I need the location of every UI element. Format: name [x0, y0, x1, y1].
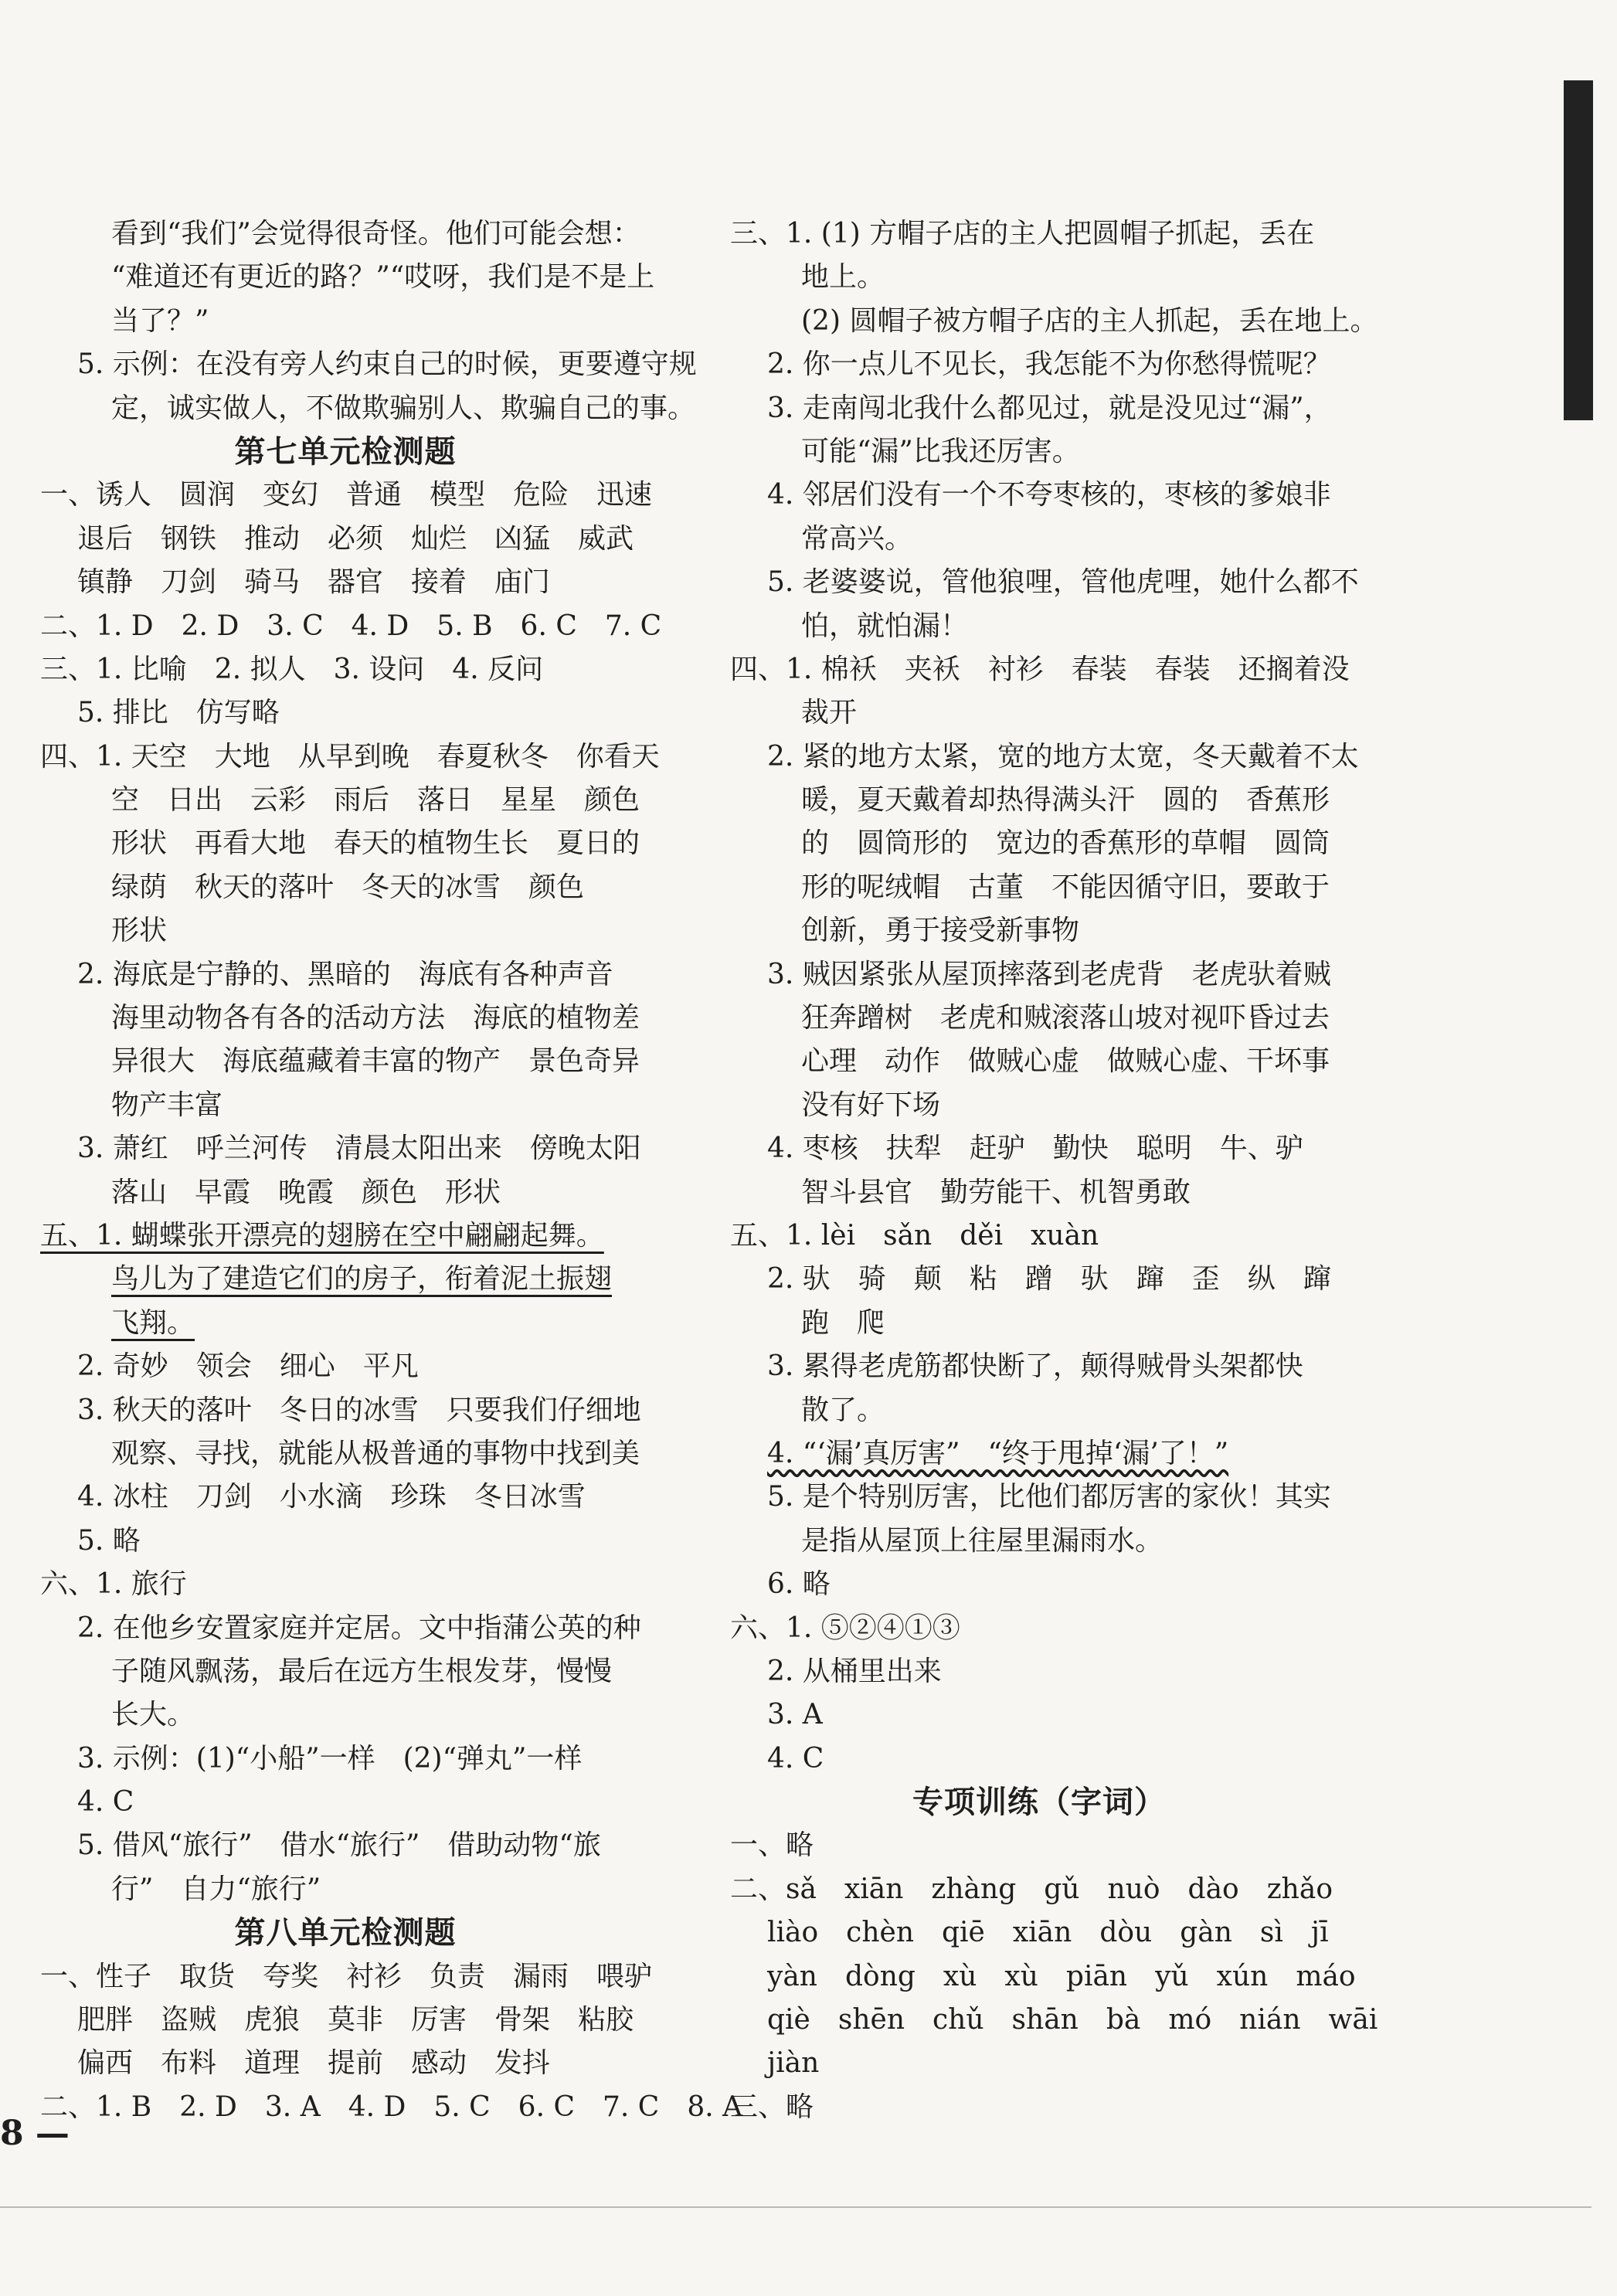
answer-line: 形状 再看大地 春天的植物生长 夏日的 [111, 827, 640, 860]
answer-line: 落山 早霞 晚霞 颜色 形状 [111, 1176, 501, 1208]
underlined-text: 五、1. 蝴蝶张开漂亮的翅膀在空中翩翩起舞。 [40, 1219, 604, 1252]
underlined-text: 4. “‘漏’真厉害” “终于甩掉‘漏’了！” [767, 1437, 1229, 1469]
page-number: 8 — [0, 2114, 70, 2153]
answer-line: 2. 紧的地方太紧，宽的地方太宽，冬天戴着不太 [767, 740, 1359, 773]
answer-line: 怕，就怕漏！ [801, 610, 969, 642]
answer-line: 的 圆筒形的 宽边的香蕉形的草帽 圆筒 [801, 827, 1330, 860]
answer-line: 三、1. 比喻 2. 拟人 3. 设问 4. 反问 [40, 653, 544, 685]
answer-line [40, 1258, 651, 1301]
answer-line: 六、1. ⑤②④①③ [730, 1612, 960, 1644]
answer-line: 偏西 布料 道理 提前 感动 发抖 [77, 2047, 551, 2080]
answer-line: 5. 略 [77, 1524, 141, 1557]
answer-line: 4. 邻居们没有一个不夸枣核的，枣核的爹娘非 [767, 479, 1331, 511]
answer-line: 6. 略 [767, 1568, 831, 1601]
answer-line: 二、1. B 2. D 3. A 4. D 5. C 6. C 7. C 8. A [40, 2091, 743, 2123]
answer-line: 镇静 刀剑 骑马 器官 接着 庙门 [77, 566, 551, 599]
answer-line: 4. C [77, 1786, 134, 1819]
answer-line: 2. 在他乡安置家庭并定居。文中指蒲公英的种 [77, 1612, 641, 1644]
answer-line: 定，诚实做人，不做欺骗别人、欺骗自己的事。 [111, 392, 696, 424]
answer-line: 四、1. 天空 大地 从早到晚 春夏秋冬 你看天 [40, 740, 660, 773]
answer-line: “难道还有更近的路？”“哎呀，我们是不是上 [111, 261, 655, 294]
answer-line: 3. 累得老虎筋都快断了，颠得贼骨头架都快 [767, 1350, 1303, 1383]
answer-line: 没有好下场 [801, 1089, 941, 1121]
answer-line: 4. C [767, 1742, 824, 1775]
answer-line: 3. 贼因紧张从屋顶摔落到老虎背 老虎驮着贼 [767, 958, 1331, 990]
answer-line: 3. A [767, 1699, 823, 1731]
answer-line: 二、1. D 2. D 3. C 4. D 5. B 6. C 7. C [40, 610, 662, 642]
answer-line: 看到“我们”会觉得很奇怪。他们可能会想： [111, 218, 640, 250]
scan-edge-shadow [1564, 80, 1593, 420]
answer-line: (2) 圆帽子被方帽子店的主人抓起，丢在地上。 [801, 304, 1378, 337]
answer-line: 是指从屋顶上往屋里漏雨水。 [801, 1524, 1163, 1557]
answer-line: 4. 冰柱 刀剑 小水滴 珍珠 冬日冰雪 [77, 1481, 586, 1513]
answer-line: 子随风飘荡，最后在远方生根发芽，慢慢 [111, 1655, 613, 1687]
answer-line: 观察、寻找，就能从极普通的事物中找到美 [111, 1437, 640, 1469]
answer-line: 常高兴。 [801, 522, 913, 555]
answer-line: 2. 你一点儿不见长，我怎能不为你愁得慌呢？ [767, 348, 1331, 381]
answer-line: 2. 从桶里出来 [767, 1655, 942, 1687]
answer-line: 海里动物各有各的活动方法 海底的植物差 [111, 1002, 640, 1034]
answer-line: 裁开 [801, 697, 858, 729]
answer-line [730, 1432, 1348, 1476]
answer-line: 跑 爬 [801, 1306, 885, 1339]
answer-line: yàn dòng xù xù piān yǔ xún máo [767, 1960, 1356, 1992]
answer-line: 5. 排比 仿写略 [77, 697, 280, 729]
section-title: 专项训练（字词） [912, 1784, 1166, 1821]
answer-line [40, 1302, 651, 1345]
answer-line: 3. 示例：(1)“小船”一样 (2)“弹丸”一样 [77, 1742, 583, 1775]
answer-line: 地上。 [801, 261, 885, 294]
answer-line: 退后 钢铁 推动 必须 灿烂 凶猛 威武 [77, 522, 634, 555]
answer-line: 肥胖 盗贼 虎狼 莫非 厉害 骨架 粘胶 [77, 2004, 634, 2036]
answer-line: 4. 枣核 扶犁 赶驴 勤快 聪明 牛、驴 [767, 1133, 1303, 1165]
section-title: 第七单元检测题 [234, 433, 457, 470]
answer-line: 狂奔蹭树 老虎和贼滚落山坡对视吓昏过去 [801, 1002, 1330, 1034]
right-column [730, 212, 1378, 2129]
answer-line: 异很大 海底蕴藏着丰富的物产 景色奇异 [111, 1045, 640, 1078]
answer-line: 可能“漏”比我还厉害。 [801, 435, 1080, 467]
answer-line: liào chèn qiē xiān dòu gàn sì jī [767, 1917, 1329, 1949]
section-title: 第八单元检测题 [234, 1914, 457, 1951]
answer-line: 物产丰富 [111, 1089, 223, 1121]
answer-line: 形的呢绒帽 古董 不能因循守旧，要敢于 [801, 871, 1330, 903]
answer-line: 三、1. (1) 方帽子店的主人把圆帽子抓起，丢在 [730, 218, 1315, 250]
answer-line: 二、sǎ xiān zhàng gǔ nuò dào zhǎo [730, 1873, 1333, 1905]
answer-line: 3. 萧红 呼兰河传 清晨太阳出来 傍晚太阳 [77, 1133, 641, 1165]
answer-line: 心理 动作 做贼心虚 做贼心虚、干坏事 [801, 1045, 1330, 1078]
answer-line: 一、诱人 圆润 变幻 普通 模型 危险 迅速 [40, 479, 653, 511]
answer-line: 三、略 [730, 2091, 814, 2123]
answer-line [40, 1214, 651, 1258]
underlined-text: 飞翔。 [111, 1306, 195, 1339]
answer-line: 3. 走南闯北我什么都见过，就是没见过“漏”， [767, 392, 1332, 424]
answer-line: 五、1. lèi sǎn děi xuàn [730, 1219, 1099, 1252]
answer-line: 一、性子 取货 夸奖 衬衫 负责 漏雨 喂驴 [40, 1960, 653, 1992]
answer-line: 四、1. 棉袄 夹袄 衬衫 春装 春装 还搁着没 [730, 653, 1350, 685]
answer-line: qiè shēn chǔ shān bà mó nián wāi [767, 2004, 1378, 2036]
answer-line: 暖，夏天戴着却热得满头汗 圆的 香蕉形 [801, 784, 1330, 817]
answer-line: 2. 奇妙 领会 细心 平凡 [77, 1350, 419, 1383]
answer-line: 空 日出 云彩 雨后 落日 星星 颜色 [111, 784, 640, 817]
answer-line: 当了？” [111, 304, 209, 337]
answer-line: jiàn [767, 2047, 820, 2080]
underlined-text: 鸟儿为了建造它们的房子，衔着泥土振翅 [111, 1263, 613, 1296]
answer-line: 长大。 [111, 1699, 195, 1731]
answer-line: 行” 自力“旅行” [111, 1873, 321, 1905]
answer-line: 3. 秋天的落叶 冬日的冰雪 只要我们仔细地 [77, 1394, 641, 1426]
answer-line: 一、略 [730, 1829, 814, 1862]
answer-line: 形状 [111, 915, 168, 947]
footer-rule [0, 2206, 1592, 2208]
answer-line: 5. 是个特别厉害，比他们都厉害的家伙！其实 [767, 1481, 1331, 1513]
answer-line: 2. 驮 骑 颠 粘 蹭 驮 蹿 歪 纵 蹿 [767, 1263, 1331, 1296]
answer-line: 2. 海底是宁静的、黑暗的 海底有各种声音 [77, 958, 613, 990]
answer-line: 六、1. 旅行 [40, 1568, 187, 1601]
answer-line: 5. 借风“旅行” 借水“旅行” 借助动物“旅 [77, 1829, 601, 1862]
answer-line: 创新，勇于接受新事物 [801, 915, 1080, 947]
answer-line: 5. 老婆婆说，管他狼哩，管他虎哩，她什么都不 [767, 566, 1359, 599]
answer-line: 5. 示例：在没有旁人约束自己的时候，更要遵守规 [77, 348, 697, 381]
answer-line: 智斗县官 勤劳能干、机智勇敢 [801, 1176, 1191, 1208]
answer-line: 绿荫 秋天的落叶 冬天的冰雪 颜色 [111, 871, 585, 903]
left-column [40, 212, 743, 2129]
answer-line: 散了。 [801, 1394, 885, 1426]
